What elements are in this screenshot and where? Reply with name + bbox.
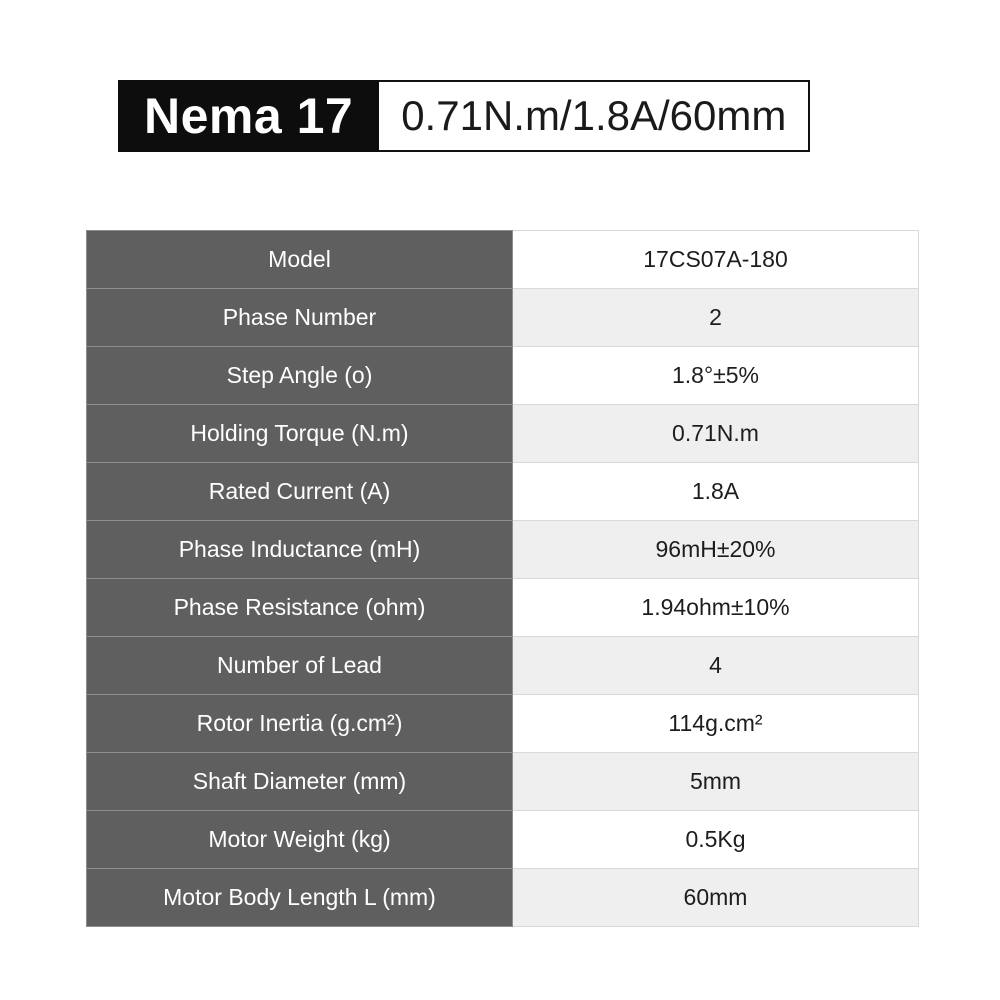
specification-table (86, 230, 919, 927)
spec-label-cell: Rated Current (A) (87, 463, 513, 521)
spec-label-cell: Holding Torque (N.m) (87, 405, 513, 463)
spec-value-cell: 96mH±20% (513, 521, 919, 579)
table-row (87, 753, 919, 811)
table-row (87, 637, 919, 695)
table-row (87, 521, 919, 579)
spec-label-cell: Phase Inductance (mH) (87, 521, 513, 579)
product-title: Nema 17 (118, 80, 379, 152)
table-row (87, 405, 919, 463)
table-row (87, 347, 919, 405)
spec-value-cell: 114g.cm² (513, 695, 919, 753)
table-row (87, 463, 919, 521)
spec-value-cell: 1.8A (513, 463, 919, 521)
spec-value-cell: 2 (513, 289, 919, 347)
spec-value-cell: 1.8°±5% (513, 347, 919, 405)
specification-table-body (87, 231, 919, 927)
spec-value-cell: 5mm (513, 753, 919, 811)
spec-label-cell: Shaft Diameter (mm) (87, 753, 513, 811)
table-row (87, 579, 919, 637)
table-row (87, 869, 919, 927)
table-row (87, 811, 919, 869)
spec-label-cell: Motor Body Length L (mm) (87, 869, 513, 927)
spec-label-cell: Step Angle (o) (87, 347, 513, 405)
spec-label-cell: Rotor Inertia (g.cm²) (87, 695, 513, 753)
spec-value-cell: 60mm (513, 869, 919, 927)
table-row (87, 695, 919, 753)
spec-label-cell: Motor Weight (kg) (87, 811, 513, 869)
table-row (87, 289, 919, 347)
spec-label-cell: Phase Number (87, 289, 513, 347)
spec-value-cell: 17CS07A-180 (513, 231, 919, 289)
spec-value-cell: 0.5Kg (513, 811, 919, 869)
spec-label-cell: Number of Lead (87, 637, 513, 695)
spec-value-cell: 0.71N.m (513, 405, 919, 463)
product-spec-summary: 0.71N.m/1.8A/60mm (379, 80, 810, 152)
spec-value-cell: 1.94ohm±10% (513, 579, 919, 637)
product-header (118, 80, 810, 152)
spec-label-cell: Phase Resistance (ohm) (87, 579, 513, 637)
table-row (87, 231, 919, 289)
spec-label-cell: Model (87, 231, 513, 289)
spec-value-cell: 4 (513, 637, 919, 695)
